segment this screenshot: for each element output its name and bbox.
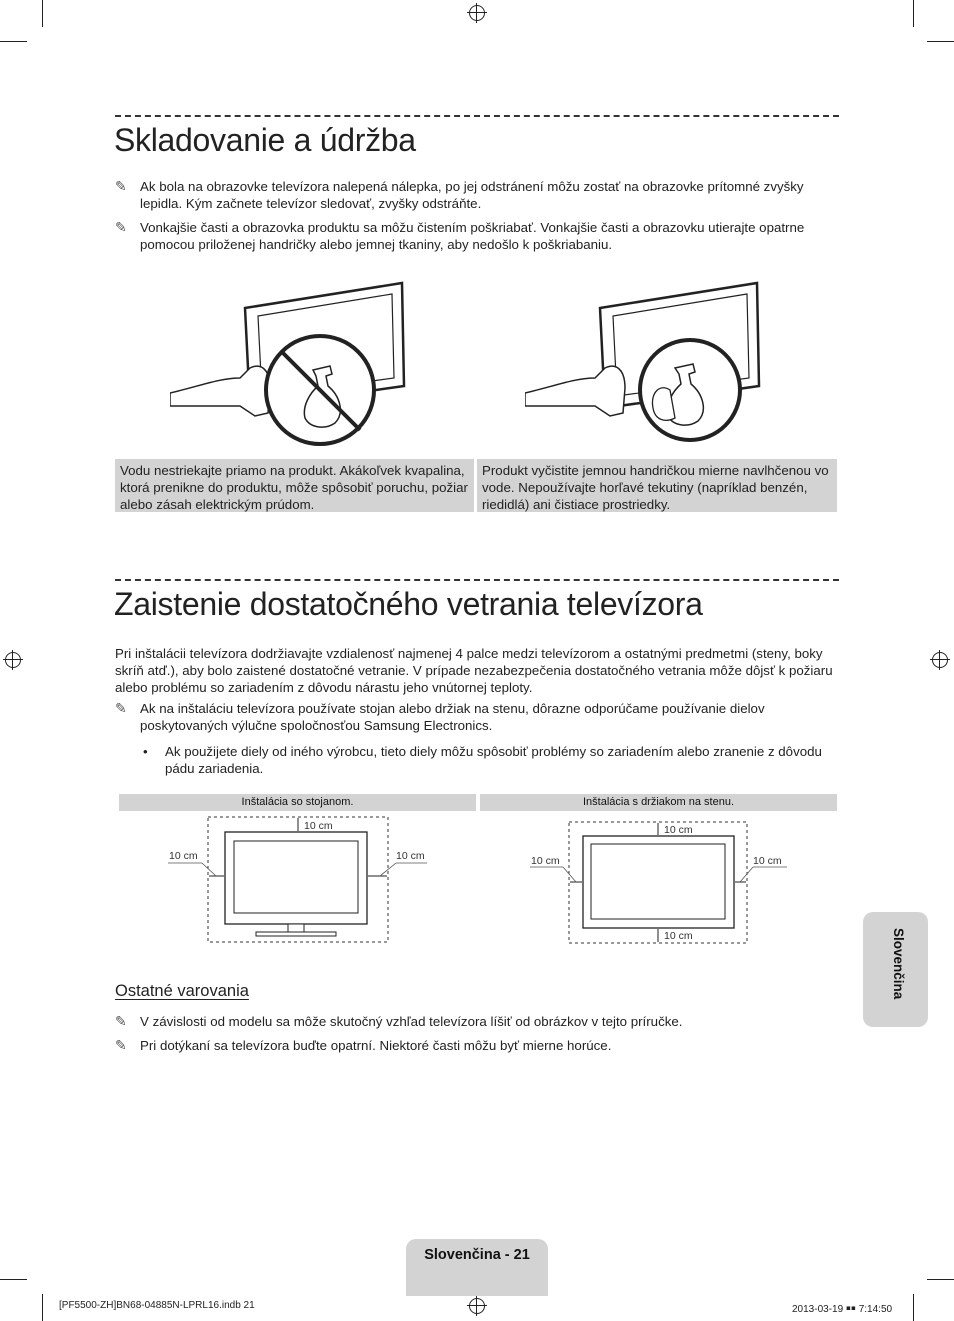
distance-label: 10 cm [664, 930, 693, 942]
crop-mark [927, 1279, 954, 1280]
subtitle-other-warnings: Ostatné varovania [115, 982, 249, 1000]
distance-label: 10 cm [396, 850, 425, 862]
distance-label: 10 cm [531, 855, 560, 867]
note-appearance: V závislosti od modelu sa môže skutočný vzhľad televízora líšiť od obrázkov v tejto príručke. [140, 1014, 683, 1029]
distance-label: 10 cm [753, 855, 782, 867]
registration-mark-icon [469, 5, 485, 21]
date-info: 2013-03-19 ￭￭ 7:14:50 [792, 1304, 893, 1315]
note-cleaning: Vonkajšie časti a obrazovka produktu sa môžu čistením poškriabať. Vonkajšie časti a obrazovku utierajte opatrne pomocou priloženej handričky alebo jemnej tkaniny, aby nedošlo k poškriabaniu. [140, 220, 805, 252]
pencil-note-icon: ✎ [115, 700, 127, 716]
note-samsung-parts: Ak na inštaláciu televízora používate stojan alebo držiak na stenu, dôrazne odporúčame používanie dielov poskytovaných výlučne spoločnosťou Samsung Electronics. [140, 701, 765, 733]
section-divider [115, 115, 839, 117]
distance-label: 10 cm [664, 824, 693, 836]
crop-mark [42, 0, 43, 27]
section-title-storage: Skladovanie a údržba [114, 122, 416, 158]
distance-label: 10 cm [169, 850, 198, 862]
registration-mark-icon [469, 1298, 485, 1314]
illustration-cloth [525, 278, 765, 446]
diagram-stand [160, 814, 440, 946]
language-side-tab [863, 912, 928, 1027]
crop-mark [927, 41, 954, 42]
file-info: [PF5500-ZH]BN68-04885N-LPRL16.indb 21 [59, 1300, 255, 1311]
page-number-tab [406, 1239, 548, 1296]
registration-mark-icon [5, 652, 21, 668]
bullet-other-parts: Ak použijete diely od iného výrobcu, tieto diely môžu spôsobiť problémy so zariadením alebo zranenie z dôvodu pádu zariadenia. [165, 744, 822, 776]
note-sticker: Ak bola na obrazovke televízora nalepená nálepka, po jej odstránení môžu zostať na obrazovke prítomné zvyšky lepidla. Kým začnete televízor sledovať, zvyšky odstráňte. [140, 179, 804, 211]
crop-mark [913, 0, 914, 27]
pencil-note-icon: ✎ [115, 1013, 127, 1029]
note-hot-parts: Pri dotýkaní sa televízora buďte opatrní. Niektoré časti môžu byť mierne horúce. [140, 1038, 612, 1053]
registration-mark-icon [932, 652, 948, 668]
section-title-ventilation: Zaistenie dostatočného vetrania televízora [114, 586, 703, 622]
section-divider [115, 579, 839, 581]
pencil-note-icon: ✎ [115, 178, 127, 194]
distance-label: 10 cm [304, 820, 333, 832]
bullet-icon: • [143, 744, 148, 759]
crop-mark [913, 1294, 914, 1321]
diagram-wall [525, 818, 795, 946]
diagram-header-stand: Inštalácia so stojanom. [119, 794, 476, 811]
pencil-note-icon: ✎ [115, 1037, 127, 1053]
caption-no-spray: Vodu nestriekajte priamo na produkt. Akákoľvek kvapalina, ktorá prenikne do produktu, môže spôsobiť poruchu, požiar alebo zásah elektrickým prúdom. [115, 459, 474, 512]
crop-mark [0, 41, 27, 42]
caption-cloth: Produkt vyčistite jemnou handričkou mierne navlhčenou vo vode. Nepoužívajte horľavé tekutiny (napríklad benzén, riedidlá) ani čistiace prostriedky. [477, 459, 837, 512]
ventilation-intro: Pri inštalácii televízora dodržiavajte vzdialenosť najmenej 4 palce medzi televízorom a ostatnými predmetmi (steny, boky skríň atď.), aby bolo zaistené dostatočné vetranie. V prípade nezabezpečenia dostatočného vetrania môže dôjsť k požiaru alebo problému so zariadením z dôvodu nárastu jeho vnútornej teploty. [115, 646, 833, 695]
page-number: Slovenčina - 21 [424, 1247, 530, 1263]
illustration-no-spray [170, 278, 410, 446]
crop-mark [42, 1294, 43, 1321]
language-side-tab-label: Slovenčina [891, 928, 906, 1000]
pencil-note-icon: ✎ [115, 219, 127, 235]
diagram-header-wall: Inštalácia s držiakom na stenu. [480, 794, 837, 811]
crop-mark [0, 1279, 27, 1280]
